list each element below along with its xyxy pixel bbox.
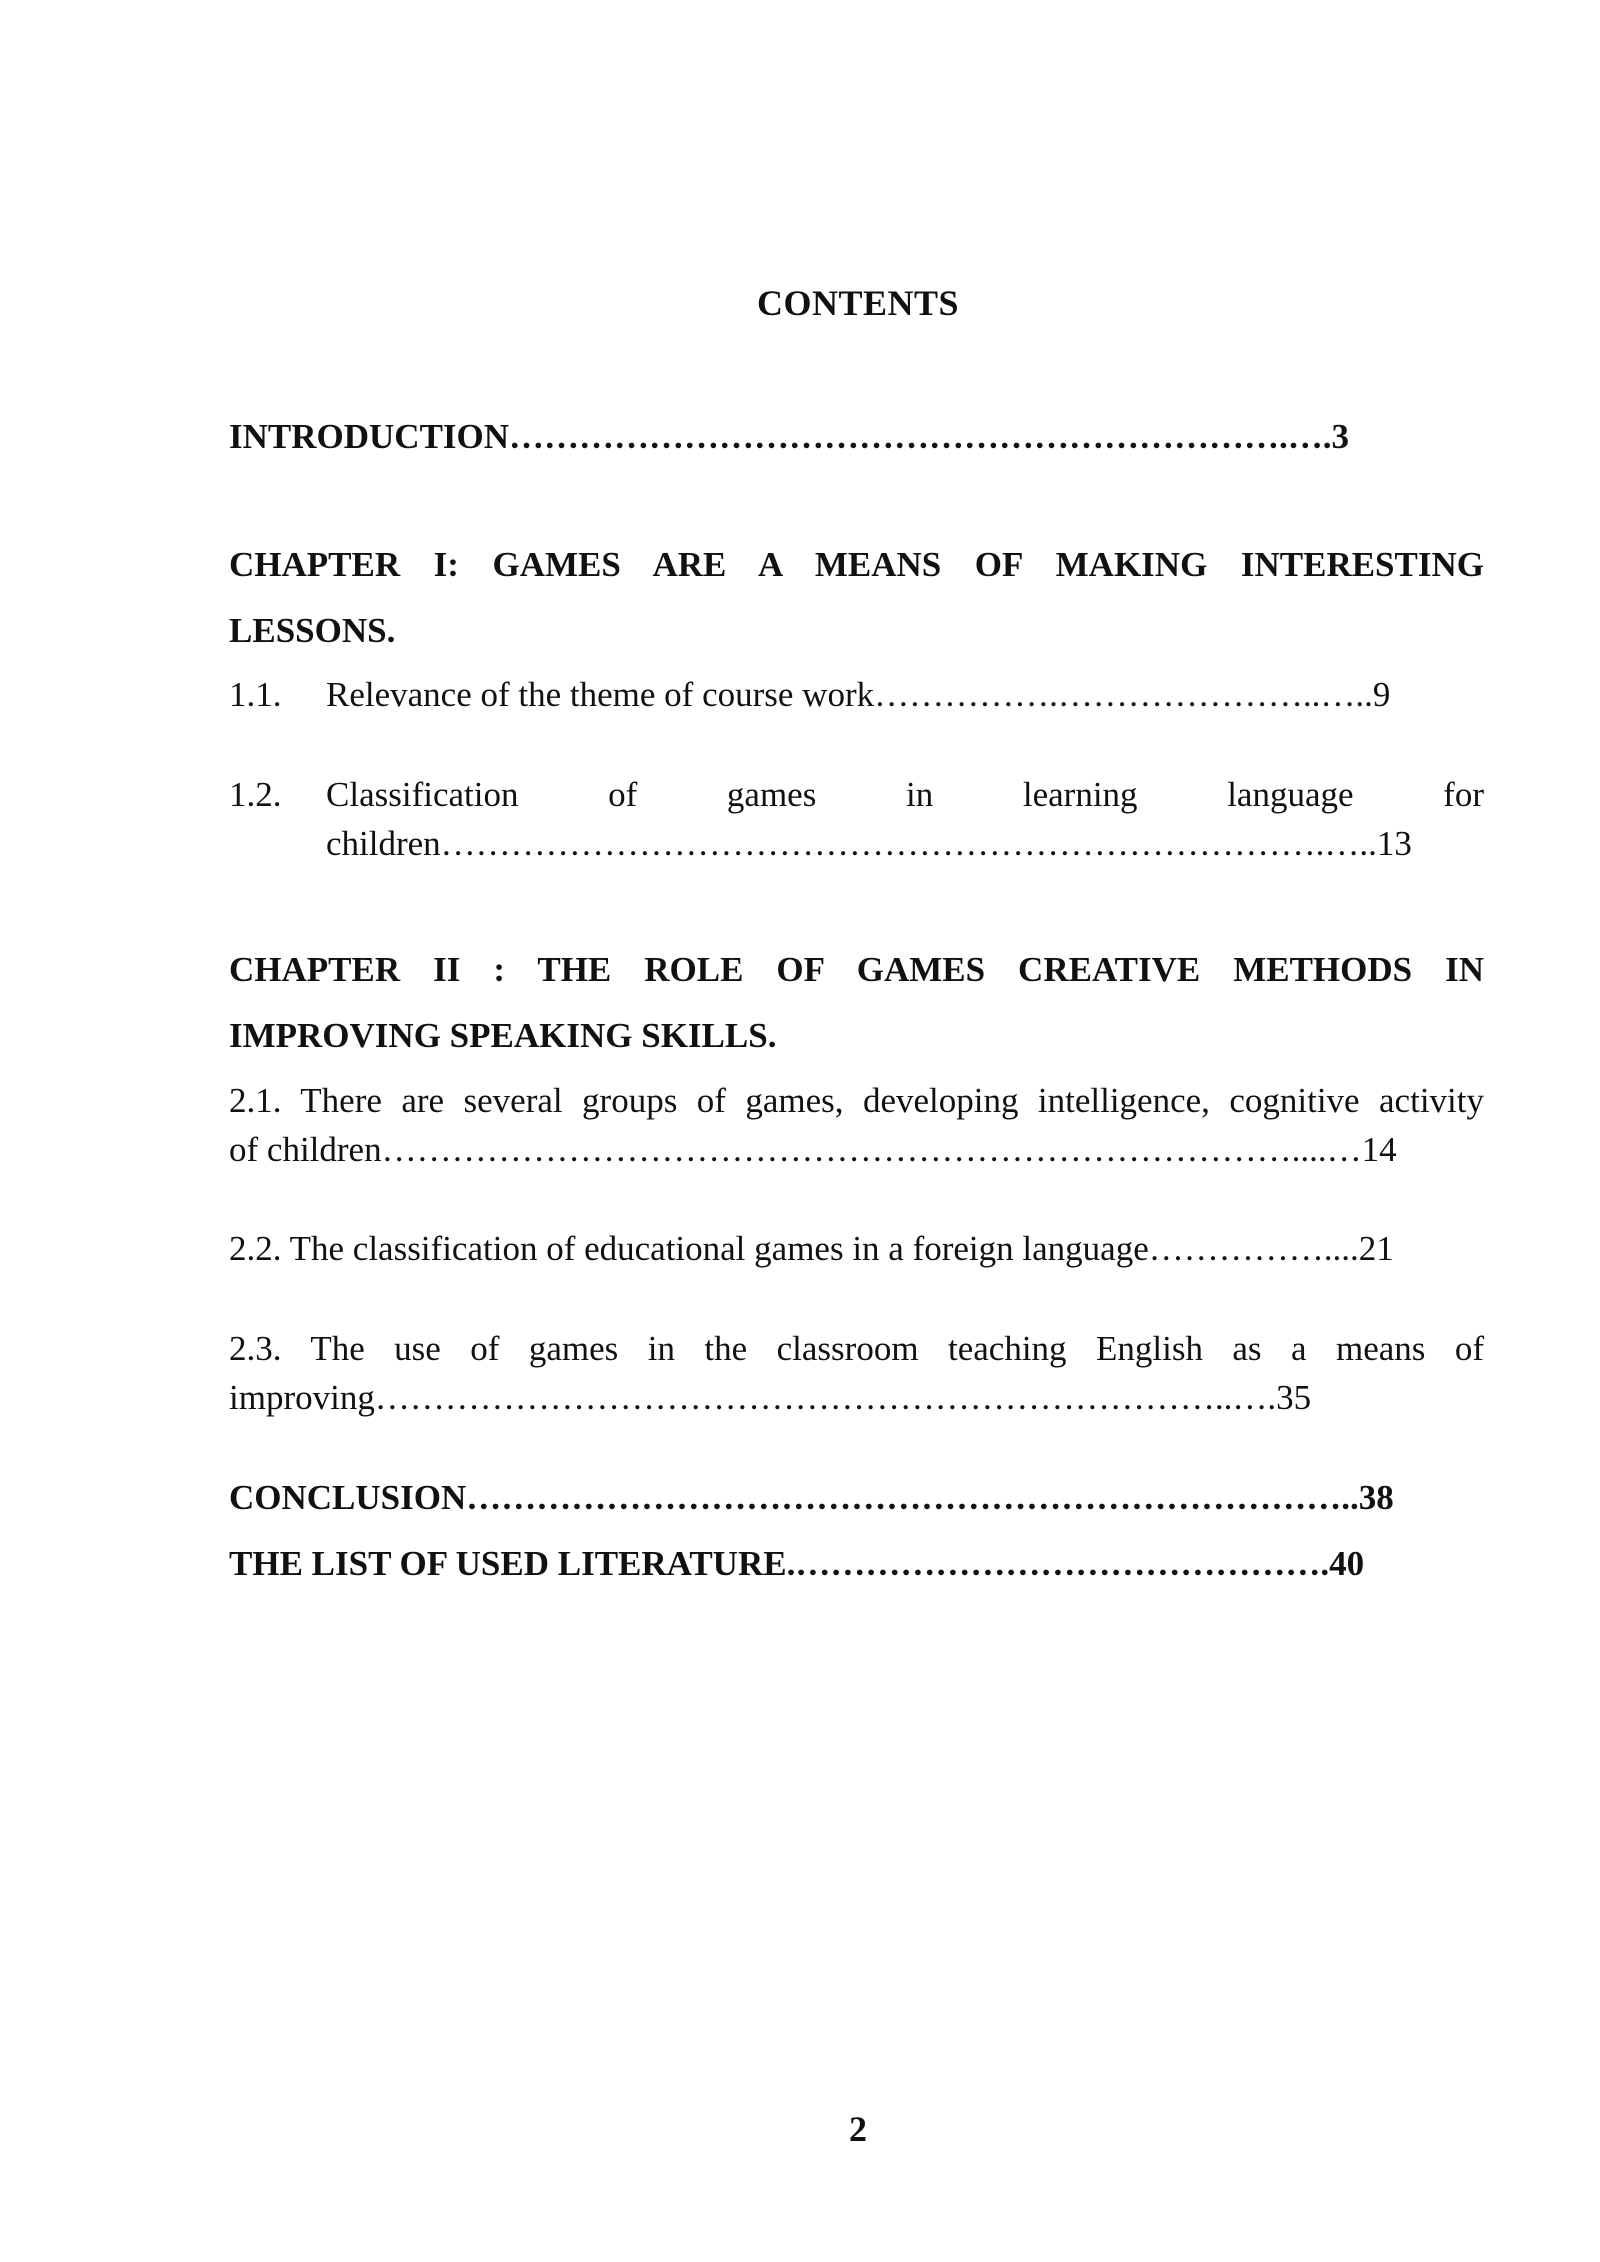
toc-item-2-1-line1: 2.1. There are several groups of games, developing intelligence, cognitive activity <box>229 1081 1484 1120</box>
page-number: 2 <box>849 2109 867 2149</box>
toc-item-number: 1.1. <box>229 675 282 714</box>
toc-chapter2-title-line2: IMPROVING SPEAKING SKILLS. <box>229 1016 777 1055</box>
toc-conclusion: CONCLUSION…………………………………………………………………..38 <box>229 1478 1394 1517</box>
toc-chapter2-title-line1: CHAPTER II : THE ROLE OF GAMES CREATIVE METHODS IN <box>229 950 1484 989</box>
toc-item-2-3-line2: improving………………………………………………………………..….35 <box>229 1378 1312 1417</box>
contents-heading: CONTENTS <box>756 283 960 323</box>
toc-item-2-3-line1: 2.3. The use of games in the classroom teaching English as a means of <box>229 1329 1484 1368</box>
toc-item-2-1-line2: of children……………………………………………………………………....…14 <box>229 1130 1397 1169</box>
toc-item-number: 1.2. <box>229 775 282 814</box>
toc-chapter1-title-line2: LESSONS. <box>229 611 396 650</box>
toc-item-1-2-line1: Classification of games in learning language for <box>326 775 1484 814</box>
toc-item-text: Relevance of the theme of course work…………….…………………..…..9 <box>326 675 1391 714</box>
toc-item-1-2-line2: children………………………………………………………………….…..13 <box>326 824 1412 863</box>
toc-item-2-2: 2.2. The classification of educational games in a foreign language……………....21 <box>229 1229 1394 1268</box>
toc-introduction: INTRODUCTION………………………………………………………….….3 <box>229 417 1350 456</box>
toc-literature: THE LIST OF USED LITERATURE.……………………………………….40 <box>229 1544 1365 1583</box>
toc-item-1-1 <box>229 670 1484 719</box>
toc-chapter1-title-line1: CHAPTER I: GAMES ARE A MEANS OF MAKING INTERESTING <box>229 545 1484 584</box>
